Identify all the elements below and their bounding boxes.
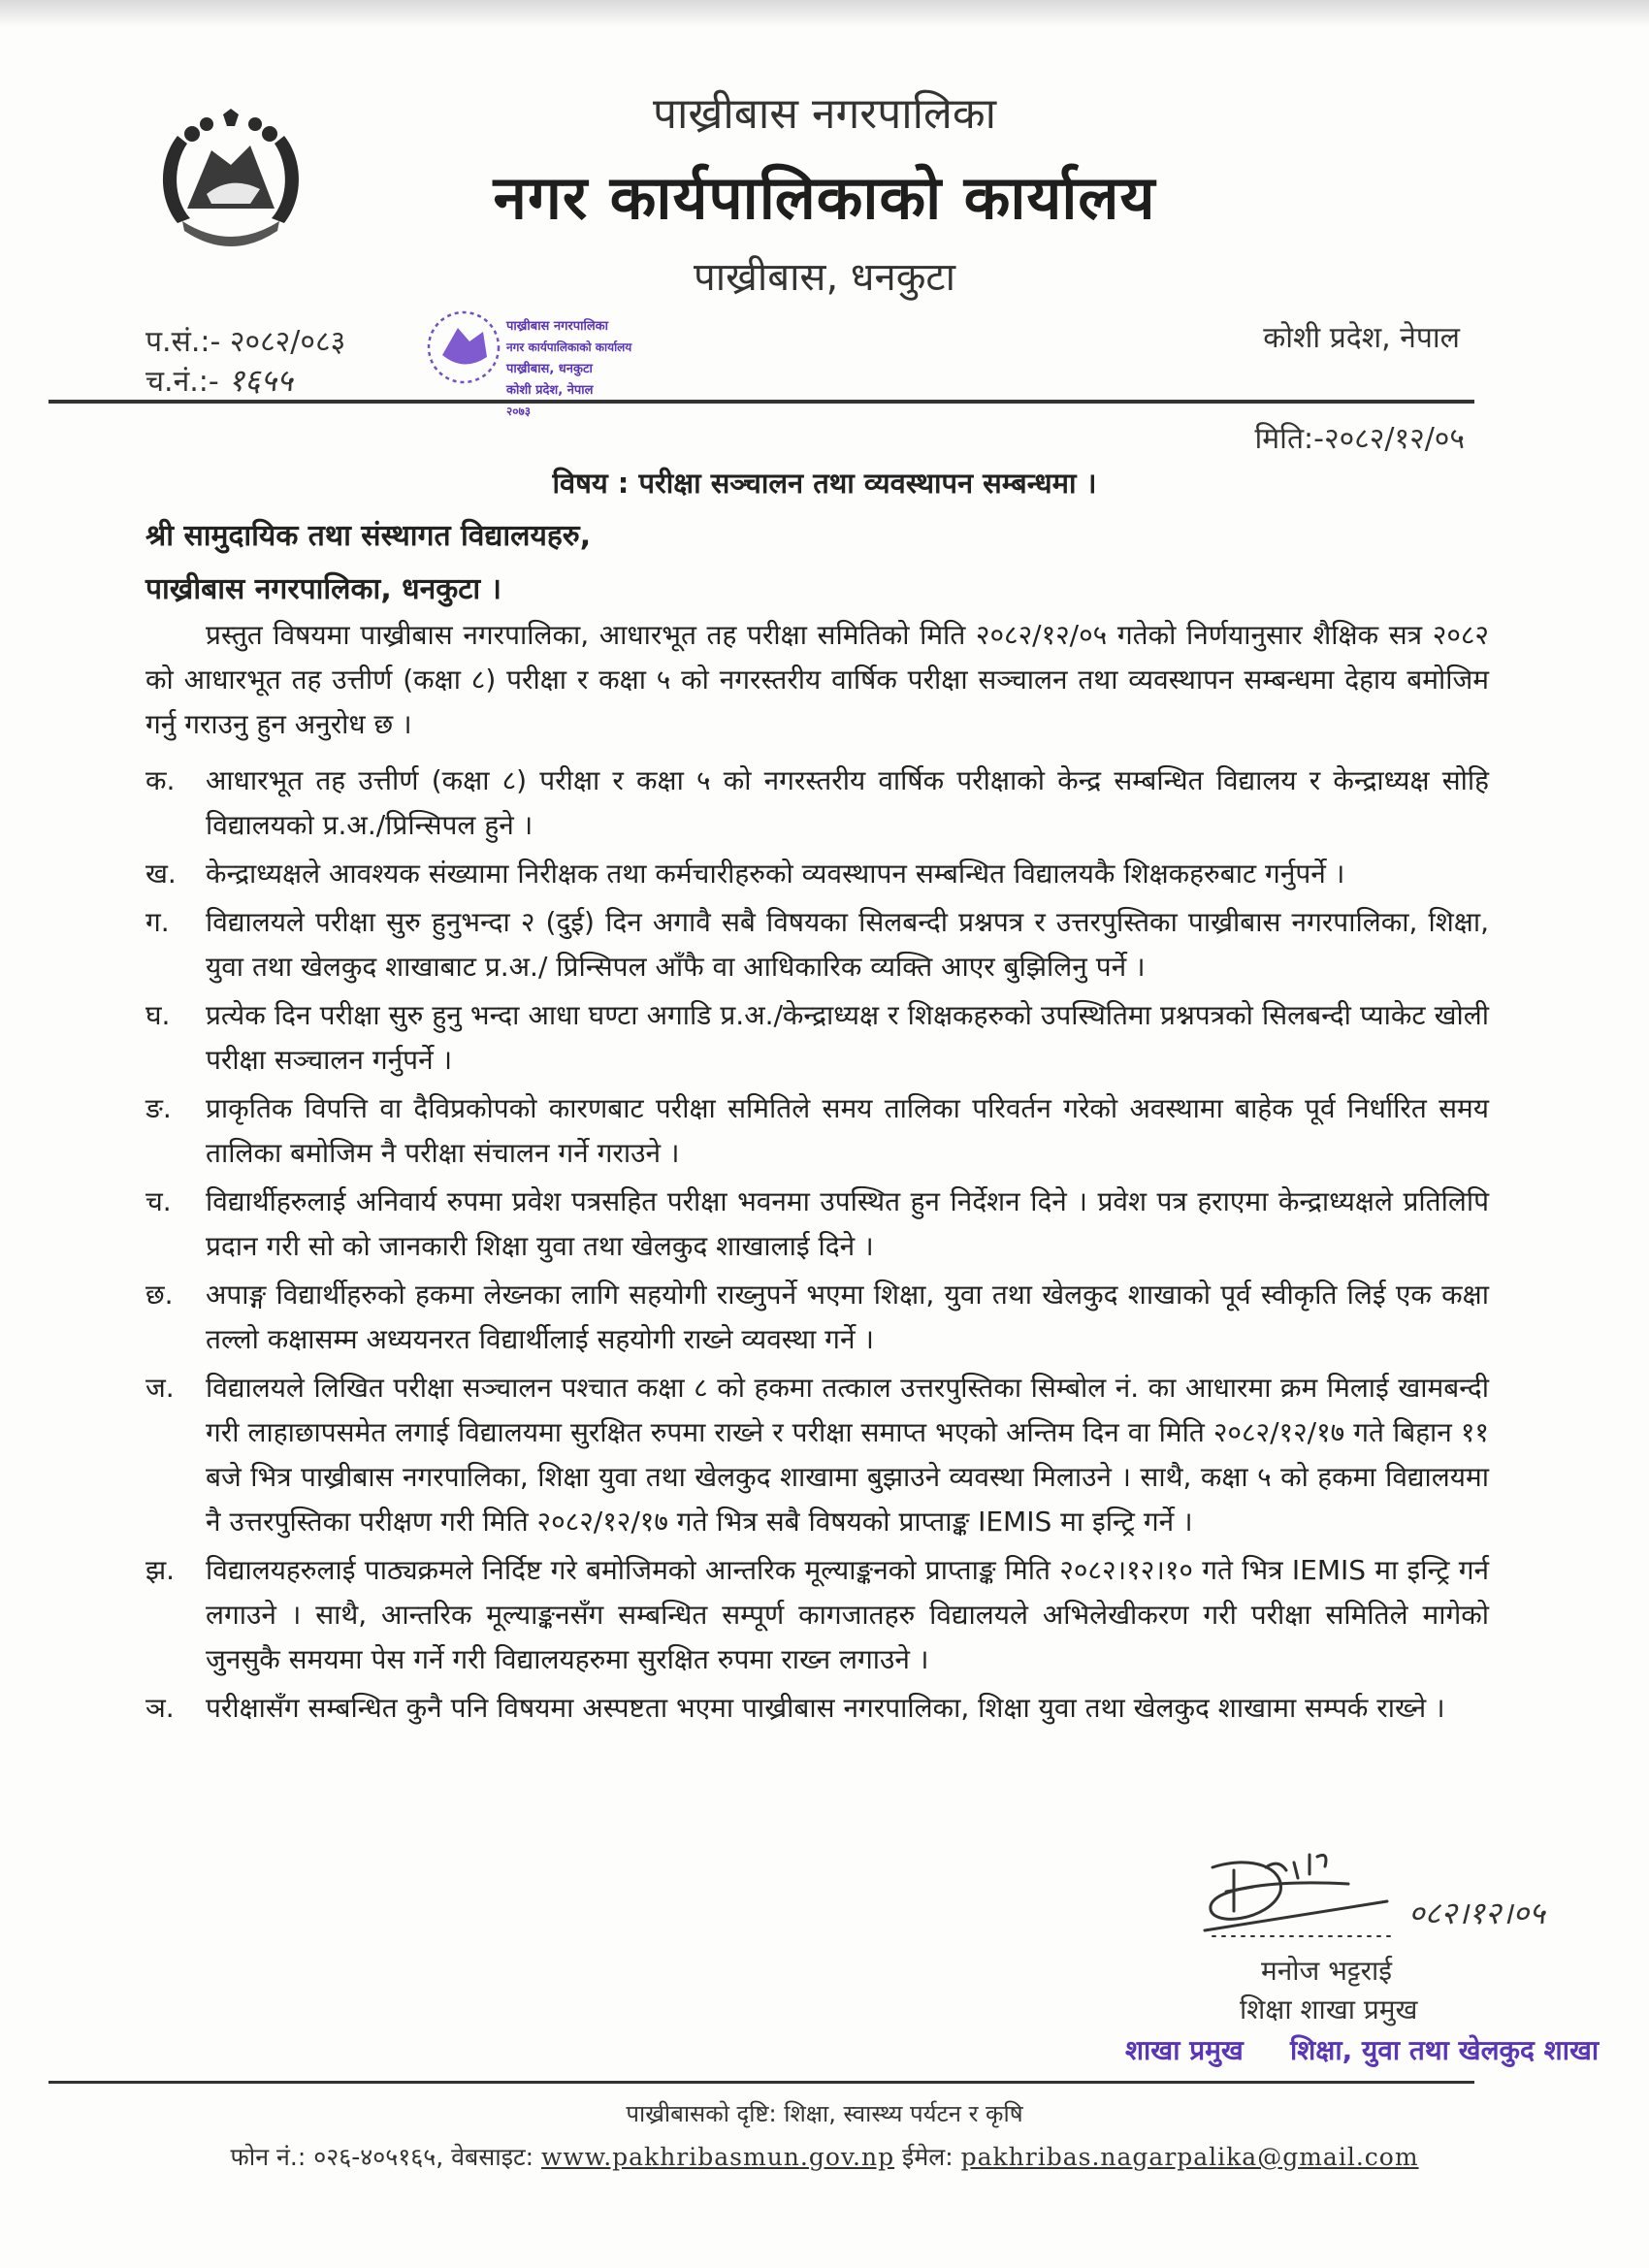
list-item-text: विद्यालयहरुलाई पाठ्यक्रमले निर्दिष्ट गरे बमोजिमको आन्तरिक मूल्याङ्कनको प्राप्ताङ्क मिति २०८२।१२।१० गते भित्र IEMIS मा इन्ट्रि गर्न लगाउने । साथै, आन्तरिक मूल्याङ्कनसँग सम्बन्धित सम्पूर्ण कागजातहरु विद्यालयले अभिलेखीकरण गरी परीक्षा समितिले मागेको जुनसुकै समयमा पेस गर्ने गरी विद्यालयहरुमा सुरक्षित रुपमा राख्न लगाउने । <box>206 1554 1489 1675</box>
list-marker: ङ. <box>146 1092 172 1124</box>
website-label: , वेबसाइट: <box>436 2143 541 2171</box>
list-item <box>146 900 1489 989</box>
instruction-list <box>146 759 1489 1734</box>
list-marker: घ. <box>146 999 171 1031</box>
list-item-text: आधारभूत तह उत्तीर्ण (कक्षा ८) परीक्षा र कक्षा ५ को नगरस्तरीय वार्षिक परीक्षाको केन्द्र सम्बन्धित विद्यालय र केन्द्राध्यक्ष सोहि विद्यालयको प्र.अ./प्रिन्सिपल हुने । <box>206 764 1489 841</box>
phone-label: फोन नं.: <box>230 2143 314 2171</box>
seal-line-3: पाख्रीबास, धनकुटा <box>506 362 593 376</box>
section-stamp-name: शिक्षा, युवा तथा खेलकुद शाखा <box>1290 2034 1600 2066</box>
seal-line-1: पाख्रीबास नगरपालिका <box>506 319 609 334</box>
municipality-name: पाख्रीबास नगरपालिका <box>652 89 997 139</box>
office-location: पाख्रीबास, धनकुटा <box>694 255 955 300</box>
list-marker: च. <box>146 1185 172 1217</box>
list-item <box>146 1086 1489 1176</box>
email-link[interactable]: pakhribas.nagarpalika@gmail.com <box>960 2143 1419 2171</box>
province: कोशी प्रदेश, नेपाल <box>1263 321 1460 355</box>
list-marker: छ. <box>146 1279 174 1311</box>
seal-line-4: कोशी प्रदेश, नेपाल <box>506 383 594 398</box>
website-link[interactable]: www.pakhribasmun.gov.np <box>540 2143 895 2171</box>
list-item <box>146 1273 1489 1362</box>
addressee-line-2: पाख्रीबास नगरपालिका, धनकुटा । <box>146 572 501 606</box>
email-label: ईमेल: <box>894 2143 961 2171</box>
list-marker: ख. <box>146 858 177 890</box>
municipality-vision: पाख्रीबासको दृष्टि: शिक्षा, स्वास्थ्य पर्यटन र कृषि <box>626 2100 1023 2127</box>
list-item <box>146 1366 1489 1544</box>
seal-line-2: नगर कार्यपालिकाको कार्यालय <box>506 340 632 354</box>
phone-number: ०२६-४०५१६५ <box>313 2143 436 2171</box>
dispatch-number <box>146 359 293 401</box>
list-marker: ञ. <box>146 1692 175 1724</box>
intro-paragraph: प्रस्तुत विषयमा पाख्रीबास नगरपालिका, आधारभूत तह परीक्षा समितिको मिति २०८२/१२/०५ गतेको निर्णयानुसार शैक्षिक सत्र २०८२ को आधारभूत तह उत्तीर्ण (कक्षा ८) परीक्षा र कक्षा ५ को नगरस्तरीय वार्षिक परीक्षा सञ्चालन तथा व्यवस्थापन सम्बन्धमा देहाय बमोजिम गर्नु गराउनु हुन अनुरोध छ । <box>146 619 1489 740</box>
list-item-text: परीक्षासँग सम्बन्धित कुनै पनि विषयमा अस्पष्टता भएमा पाख्रीबास नगरपालिका, शिक्षा युवा तथा खेलकुद शाखामा सम्पर्क राख्ने । <box>206 1692 1445 1724</box>
list-item-text: अपाङ्ग विद्यार्थीहरुको हकमा लेख्नका लागि सहयोगी राख्नुपर्ने भएमा शिक्षा, युवा तथा खेलकुद शाखाको पूर्व स्वीकृति लिई एक कक्षा तल्लो कक्षासम्म अध्ययनरत विद्यार्थीलाई सहयोगी राख्ने व्यवस्था गर्ने । <box>206 1279 1489 1355</box>
letter-date: मिति:-२०८२/१२/०५ <box>1254 422 1465 456</box>
list-marker: झ. <box>146 1554 176 1586</box>
dispatch-number-label: च.नं.:- <box>146 365 219 399</box>
list-marker: ग. <box>146 906 170 938</box>
signature-date: ०८२।१२।०५ <box>1408 1895 1545 1931</box>
list-item-text: केन्द्राध्यक्षले आवश्यक संख्यामा निरीक्षक तथा कर्मचारीहरुको व्यवस्थापन सम्बन्धित विद्यालयकै शिक्षकहरुबाट गर्नुपर्ने । <box>206 858 1345 890</box>
list-item <box>146 993 1489 1083</box>
list-item <box>146 1180 1489 1269</box>
list-item-text: विद्यालयले लिखित परीक्षा सञ्चालन पश्चात कक्षा ८ को हकमा तत्काल उत्तरपुस्तिका सिम्बोल नं. का आधारमा क्रम मिलाई खामबन्दी गरी लाहाछापसमेत लगाई विद्यालयमा सुरक्षित रुपमा राख्ने र परीक्षा समाप्त भएको अन्तिम दिन वा मिति २०८२/१२/१७ गते बिहान ११ बजे भित्र पाख्रीबास नगरपालिका, शिक्षा युवा तथा खेलकुद शाखामा बुझाउने व्यवस्था मिलाउने । साथै, कक्षा ५ को हकमा विद्यालयमा नै उत्तरपुस्तिका परीक्षण गरी मिति २०८२/१२/१७ गते भित्र सबै विषयको प्राप्ताङ्क IEMIS मा इन्ट्रि गर्ने । <box>206 1372 1490 1538</box>
header-divider <box>48 400 1474 404</box>
handwritten-signature <box>1193 1843 1406 1950</box>
list-item-text: विद्यार्थीहरुलाई अनिवार्य रुपमा प्रवेश पत्रसहित परीक्षा भवनमा उपस्थित हुन निर्देशन दिने । प्रवेश पत्र हराएमा केन्द्राध्यक्षले प्रतिलिपि प्रदान गरी सो को जानकारी शिक्षा युवा तथा खेलकुद शाखालाई दिने । <box>206 1185 1489 1262</box>
list-item-text: प्रत्येक दिन परीक्षा सुरु हुनु भन्दा आधा घण्टा अगाडि प्र.अ./केन्द्राध्यक्ष र शिक्षकहरुको उपस्थितिमा प्रश्नपत्रको सिलबन्दी प्याकेट खोली परीक्षा सञ्चालन गर्नुपर्ने । <box>206 999 1489 1076</box>
dispatch-number-value: १६५५ <box>228 362 293 399</box>
signatory-title: शिक्षा शाखा प्रमुख <box>1240 1993 1418 2025</box>
scan-shadow <box>0 0 1649 27</box>
office-name: नगर कार्यपालिकाको कार्यालय <box>493 162 1156 233</box>
seal-line-5: २०७३ <box>506 405 531 418</box>
list-item <box>146 759 1489 848</box>
letter-number-value: २०८२/०८३ <box>229 325 346 359</box>
list-item-text: विद्यालयले परीक्षा सुरु हुनुभन्दा २ (दुई) दिन अगावै सबै विषयका सिलबन्दी प्रश्नपत्र र उत्तरपुस्तिका पाख्रीबास नगरपालिका, शिक्षा, युवा तथा खेलकुद शाखाबाट प्र.अ./ प्रिन्सिपल आँफै वा आधिकारिक व्यक्ति आएर बुझिलिनु पर्ने । <box>206 906 1489 983</box>
list-item <box>146 852 1489 896</box>
letter-number-label: प.सं.:- <box>146 325 221 359</box>
footer-divider <box>48 2081 1474 2084</box>
contact-line <box>0 2140 1649 2173</box>
list-marker: ज. <box>146 1372 175 1404</box>
list-item-text: प्राकृतिक विपत्ति वा दैविप्रकोपको कारणबाट परीक्षा समितिले समय तालिका परिवर्तन गरेको अवस्थामा बाहेक पूर्व निर्धारित समय तालिका बमोजिम नै परीक्षा संचालन गर्ने गराउने । <box>206 1092 1489 1169</box>
list-item <box>146 1548 1489 1682</box>
subject-line: विषय : परीक्षा सञ्चालन तथा व्यवस्थापन सम्बन्धमा । <box>552 467 1097 500</box>
list-item <box>146 1686 1489 1731</box>
signatory-name: मनोज भट्टराई <box>1261 1955 1393 1987</box>
office-seal-stamp <box>425 308 667 454</box>
letter-number <box>146 320 345 360</box>
list-marker: क. <box>146 764 176 796</box>
section-stamp-title: शाखा प्रमुख <box>1125 2034 1244 2066</box>
addressee-line-1: श्री सामुदायिक तथा संस्थागत विद्यालयहरु, <box>146 519 592 553</box>
